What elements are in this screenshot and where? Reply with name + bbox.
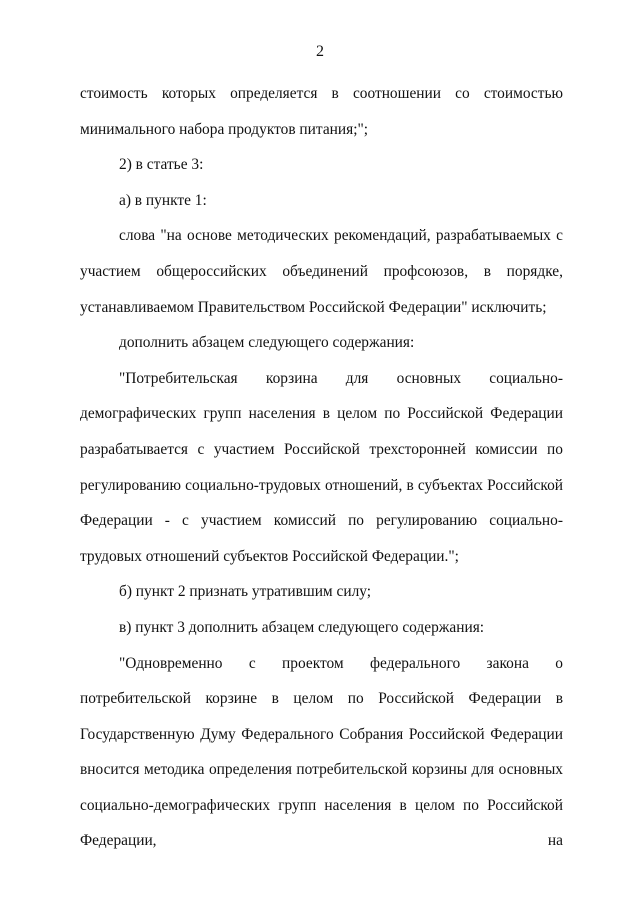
paragraph-add-clause: дополнить абзацем следующего содержания: — [119, 334, 415, 352]
paragraph-point-v: в) пункт 3 дополнить абзацем следующего содержания: — [119, 618, 485, 636]
paragraph-words-exclusion: слова "на основе методических рекомендаций, разрабатываемых с участием общероссийских объединений профсоюзов, в порядке, устанавливаемом Правительством Российской Федерации" исключить; — [80, 227, 563, 316]
paragraph-point-b: б) пункт 2 признать утратившим силу; — [119, 583, 372, 601]
page-number: 2 — [316, 43, 324, 60]
paragraph-point-a: а) в пункте 1: — [119, 191, 207, 209]
paragraph-consumer-basket: "Потребительская корзина для основных социально-демографических групп населения в целом по Российской Федерации разрабатывается с участием Российской трехсторонней комиссии по регулированию социально-трудовых отношений, в субъектах Российской Федерации - с участием комиссий по регулированию социально-трудовых отношений субъектов Российской Федерации."; — [80, 369, 563, 565]
paragraph-continuation: стоимость которых определяется в соотношении со стоимостью минимального набора продуктов питания;"; — [80, 85, 563, 138]
paragraph-article-3: 2) в статье 3: — [119, 156, 204, 174]
document-body — [80, 76, 563, 859]
paragraph-simultaneously: "Одновременно с проектом федерального закона о потребительской корзине в целом по Российской Федерации в Государственную Думу Федерального Собрания Российской Федерации вносится методика определения потребительской корзины для основных социально-демографических групп населения в целом по Российской Федерации, на — [80, 654, 563, 850]
